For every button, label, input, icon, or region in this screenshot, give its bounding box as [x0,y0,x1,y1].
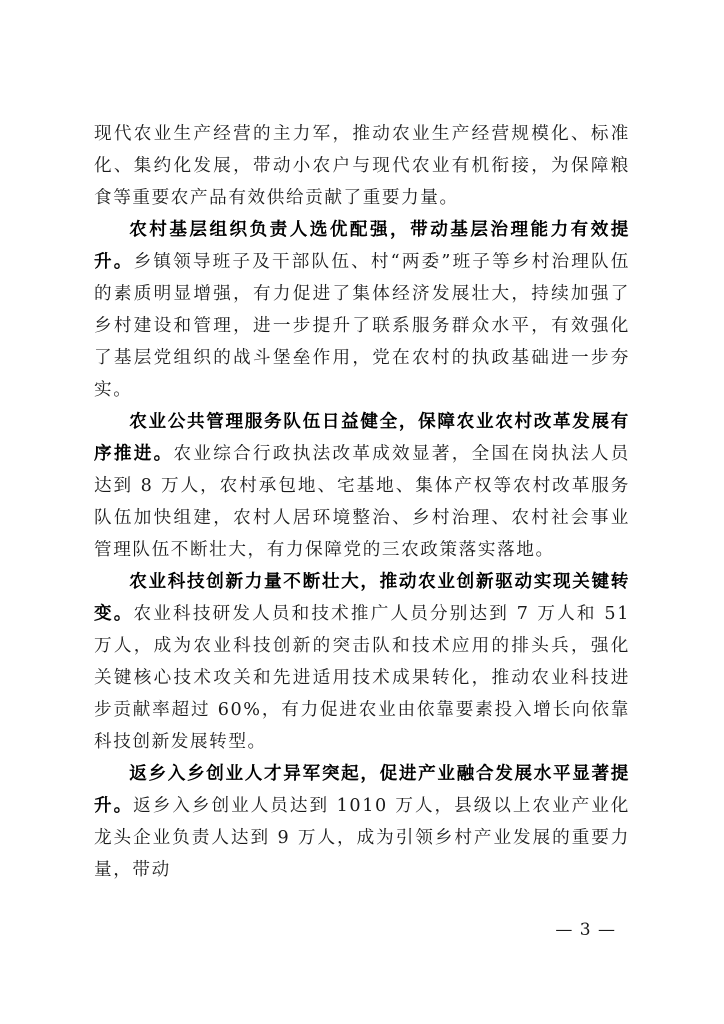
body-text [94,118,630,886]
paragraph-3-body: 农业综合行政执法改革成效显著，全国在岗执法人员达到 8 万人，农村承包地、宅基地、集体产权等农村改革服务队伍加快组建，农村人居环境整治、乡村治理、农村社会事业管理队伍不断壮大，有力保障党的三农政策落实落地。 [94,444,630,560]
paragraph-2-body: 乡镇领导班子及干部队伍、村“两委”班子等乡村治理队伍的素质明显增强，有力促进了集体经济发展壮大，持续加强了乡村建设和管理，进一步提升了联系服务群众水平，有效强化了基层党组织的战斗堡垒作用，党在农村的执政基础进一步夯实。 [94,252,631,400]
paragraph-4 [94,566,630,758]
page-number: — 3 — [555,920,616,940]
paragraph-5 [94,758,630,886]
paragraph-2-lead: 农村基层组织负责人选优配强，带动基层治理能力有效提升。 [94,219,630,272]
paragraph-5-lead: 返乡入乡创业人才异军突起，促进产业融合发展水平显著提升。 [94,763,630,816]
paragraph-4-lead: 农业科技创新力量不断壮大，推动农业创新驱动实现关键转变。 [94,571,630,624]
paragraph-4-body: 农业科技研发人员和技术推广人员分别达到 7 万人和 51 万人，成为农业科技创新的突击队和技术应用的排头兵，强化关键核心技术攻关和先进适用技术成果转化，推动农业科技进步贡献率超过 60%，有力促进农业由依靠要素投入增长向依靠科技创新发展转型。 [94,604,630,752]
paragraph-2 [94,214,630,406]
paragraph-3 [94,406,630,566]
paragraph-5-body: 返乡入乡创业人员达到 1010 万人，县级以上农业产业化龙头企业负责人达到 9 万人，成为引领乡村产业发展的重要力量，带动 [94,796,630,880]
paragraph-3-lead: 农业公共管理服务队伍日益健全，保障农业农村改革发展有序推进。 [94,411,630,464]
paragraph-1 [94,118,630,214]
paragraph-1-body: 现代农业生产经营的主力军，推动农业生产经营规模化、标准化、集约化发展，带动小农户与现代农业有机衔接，为保障粮食等重要农产品有效供给贡献了重要力量。 [94,124,630,208]
